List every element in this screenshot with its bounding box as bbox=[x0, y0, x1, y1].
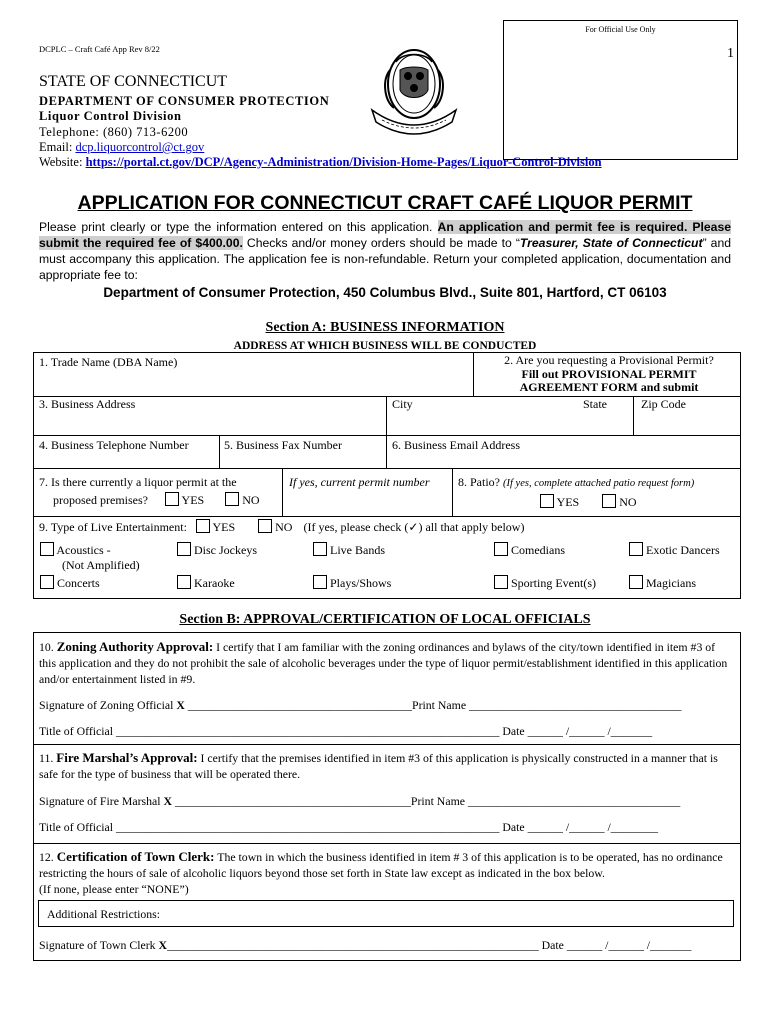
ent-concerts[interactable] bbox=[40, 575, 100, 591]
intro-paragraph bbox=[39, 219, 731, 283]
no-label: NO bbox=[242, 493, 260, 507]
zoning-sig-blank: ______________________________________Print Name ____________________________________ bbox=[184, 698, 682, 712]
patio-no-label: NO bbox=[619, 495, 637, 509]
website-line bbox=[39, 155, 602, 170]
acoustics-label: Acoustics - bbox=[56, 543, 111, 557]
intro-p1: Please print clearly or type the information entered on this application. bbox=[39, 220, 433, 234]
existing-permit-question: 7. Is there currently a liquor permit at the bbox=[39, 475, 237, 489]
business-address-field[interactable]: 3. Business Address bbox=[39, 397, 136, 411]
provisional-question: 2. Are you requesting a Provisional Permit? bbox=[504, 353, 714, 367]
state-seal-icon bbox=[366, 40, 462, 136]
patio-row bbox=[540, 494, 637, 510]
email-label: Email: bbox=[39, 140, 76, 154]
page-number: 1 bbox=[727, 46, 734, 61]
zoning-signature-line[interactable] bbox=[39, 698, 681, 713]
patio-label: 8. Patio? bbox=[458, 475, 503, 489]
fire-title-line[interactable]: Title of Official _________________________________________________________________ Date ______ /______ /________ bbox=[39, 820, 658, 834]
ent-acoustics[interactable] bbox=[40, 542, 111, 558]
sports-checkbox[interactable] bbox=[494, 575, 508, 589]
additional-restrictions-box[interactable] bbox=[38, 900, 734, 927]
clerk-signature-line[interactable] bbox=[39, 938, 691, 953]
plays-label: Plays/Shows bbox=[330, 576, 392, 590]
form-code: DCPLC – Craft Café App Rev 8/22 bbox=[39, 44, 160, 54]
existing-permit-row bbox=[53, 492, 260, 508]
clerk-sig-blank: _______________________________________________________________ Date ______ /______ /_______ bbox=[167, 938, 692, 952]
zoning-text: I certify that I am familiar with the zoning ordinances and bylaws of the city/town identified in item #3 of this application and they do not prohibit the sale of alcoholic beverages under the type of liquor permit/establishment identified in this application and/or entertainment listed in #9. bbox=[39, 640, 728, 686]
fire-sig-x: X bbox=[163, 794, 173, 808]
official-use-box bbox=[503, 20, 738, 160]
entertainment-no-checkbox[interactable] bbox=[258, 519, 272, 533]
bands-label: Live Bands bbox=[330, 543, 385, 557]
dj-checkbox[interactable] bbox=[177, 542, 191, 556]
entertainment-yes-label: YES bbox=[212, 520, 236, 534]
clerk-sig-label: Signature of Town Clerk bbox=[39, 938, 159, 952]
acoustics-checkbox[interactable] bbox=[40, 542, 54, 556]
clerk-num: 12. bbox=[39, 850, 57, 864]
zoning-statement bbox=[39, 639, 735, 687]
ent-disc-jockeys[interactable] bbox=[177, 542, 257, 558]
state-field[interactable]: State bbox=[583, 397, 607, 411]
fire-text: I certify that the premises identified in item #3 of this application is physically constructed in a manner that is safe for the type of business that will be operated there. bbox=[39, 751, 718, 781]
town-clerk-statement bbox=[39, 849, 735, 897]
exotic-checkbox[interactable] bbox=[629, 542, 643, 556]
entertainment-yes-checkbox[interactable] bbox=[196, 519, 210, 533]
entertainment-label: 9. Type of Live Entertainment: bbox=[39, 520, 187, 534]
zip-code-field[interactable]: Zip Code bbox=[641, 397, 686, 411]
ent-karaoke[interactable] bbox=[177, 575, 235, 591]
zoning-num: 10. bbox=[39, 640, 57, 654]
restrictions-label: Additional Restrictions: bbox=[47, 907, 161, 921]
intro-p4: ” and must accompany this application. The application fee is non-refundable. Return your completed application, documentation and appropriate fee to: bbox=[39, 236, 732, 282]
magicians-label: Magicians bbox=[646, 576, 696, 590]
sports-label: Sporting Event(s) bbox=[511, 576, 596, 590]
ent-live-bands[interactable] bbox=[313, 542, 385, 558]
ent-magicians[interactable] bbox=[629, 575, 696, 591]
entertainment-question bbox=[39, 519, 524, 535]
karaoke-label: Karaoke bbox=[194, 576, 235, 590]
patio-note: (If yes, complete attached patio request form) bbox=[503, 478, 695, 489]
section-b-title: Section B: APPROVAL/CERTIFICATION OF LOCAL OFFICIALS bbox=[179, 612, 591, 627]
business-email-field[interactable]: 6. Business Email Address bbox=[392, 438, 520, 452]
exotic-label: Exotic Dancers bbox=[646, 543, 720, 557]
bands-checkbox[interactable] bbox=[313, 542, 327, 556]
provisional-instruction-1: Fill out PROVISIONAL PERMIT bbox=[521, 366, 697, 381]
comedians-label: Comedians bbox=[511, 543, 565, 557]
ent-exotic-dancers[interactable] bbox=[629, 542, 720, 558]
department-name: DEPARTMENT OF CONSUMER PROTECTION bbox=[39, 94, 330, 108]
fire-sig-blank: ________________________________________Print Name ____________________________________ bbox=[172, 794, 681, 808]
yes-label: YES bbox=[181, 493, 205, 507]
clerk-none-note: (If none, please enter “NONE”) bbox=[39, 882, 189, 896]
official-use-label: For Official Use Only bbox=[585, 25, 656, 34]
existing-permit-no-checkbox[interactable] bbox=[225, 492, 239, 506]
patio-question bbox=[458, 475, 694, 490]
not-amplified-label: (Not Amplified) bbox=[62, 558, 140, 572]
plays-checkbox[interactable] bbox=[313, 575, 327, 589]
fire-signature-line[interactable] bbox=[39, 794, 680, 809]
current-permit-number-field[interactable]: If yes, current permit number bbox=[289, 475, 430, 489]
fire-sig-label: Signature of Fire Marshal bbox=[39, 794, 164, 808]
provisional-permit-question bbox=[478, 354, 740, 395]
existing-permit-yes-checkbox[interactable] bbox=[165, 492, 179, 506]
state-name: STATE OF CONNECTICUT bbox=[39, 73, 228, 90]
magicians-checkbox[interactable] bbox=[629, 575, 643, 589]
website-link[interactable]: https://portal.ct.gov/DCP/Agency-Administration/Division-Home-Pages/Liquor-Control-Division bbox=[85, 155, 602, 169]
website-label: Website: bbox=[39, 155, 86, 169]
email-link[interactable]: dcp.liquorcontrol@ct.gov bbox=[75, 140, 205, 154]
fire-marshal-statement bbox=[39, 750, 735, 782]
division-name: Liquor Control Division bbox=[39, 109, 182, 123]
clerk-heading: Certification of Town Clerk: bbox=[56, 849, 215, 864]
zoning-title-line[interactable]: Title of Official _________________________________________________________________ Date ______ /______ /_______ bbox=[39, 724, 653, 738]
entertainment-no-label: NO bbox=[275, 520, 293, 534]
patio-no-checkbox[interactable] bbox=[602, 494, 616, 508]
concerts-checkbox[interactable] bbox=[40, 575, 54, 589]
fire-heading: Fire Marshal’s Approval: bbox=[56, 750, 198, 765]
zoning-sig-label: Signature of Zoning Official bbox=[39, 698, 177, 712]
karaoke-checkbox[interactable] bbox=[177, 575, 191, 589]
ent-comedians[interactable] bbox=[494, 542, 565, 558]
clerk-sig-x: X bbox=[158, 938, 168, 952]
email-line bbox=[39, 140, 204, 155]
section-a-title: Section A: BUSINESS INFORMATION bbox=[265, 320, 505, 335]
patio-yes-label: YES bbox=[556, 495, 580, 509]
section-a-subtitle: ADDRESS AT WHICH BUSINESS WILL BE CONDUCTED bbox=[233, 340, 537, 352]
clerk-text: The town in which the business identified in item # 3 of this application is to be operated, has no ordinance restricting the hours of sale of alcoholic liquors beyond those set forth in State law except as indicated in the box below. bbox=[39, 850, 723, 880]
business-phone-field[interactable]: 4. Business Telephone Number bbox=[39, 438, 189, 452]
comedians-checkbox[interactable] bbox=[494, 542, 508, 556]
fire-num: 11. bbox=[39, 751, 57, 765]
business-fax-field[interactable]: 5. Business Fax Number bbox=[224, 438, 342, 452]
zoning-sig-x: X bbox=[176, 698, 185, 712]
existing-permit-q2: proposed premises? bbox=[53, 493, 148, 507]
concerts-label: Concerts bbox=[57, 576, 100, 590]
telephone: Telephone: (860) 713-6200 bbox=[39, 125, 189, 139]
intro-fee-notice: An application and permit fee is required. Please submit the required fee of $400.00. bbox=[39, 220, 732, 250]
provisional-instruction-2: AGREEMENT FORM and submit bbox=[519, 380, 699, 394]
city-field[interactable]: City bbox=[392, 397, 413, 411]
intro-payee: Treasurer, State of Connecticut bbox=[519, 236, 703, 250]
page-title: APPLICATION FOR CONNECTICUT CRAFT CAFÉ LIQUOR PERMIT bbox=[77, 192, 693, 214]
zoning-heading: Zoning Authority Approval: bbox=[56, 639, 214, 654]
ent-plays-shows[interactable] bbox=[313, 575, 391, 591]
patio-yes-checkbox[interactable] bbox=[540, 494, 554, 508]
dj-label: Disc Jockeys bbox=[194, 543, 257, 557]
trade-name-field[interactable]: 1. Trade Name (DBA Name) bbox=[39, 355, 178, 369]
mailing-address: Department of Consumer Protection, 450 Columbus Blvd., Suite 801, Hartford, CT 06103 bbox=[103, 285, 667, 300]
entertainment-note: (If yes, please check (✓) all that apply below) bbox=[303, 520, 525, 534]
intro-p3: Checks and/or money orders should be made to “ bbox=[246, 236, 520, 250]
ent-sporting-events[interactable] bbox=[494, 575, 596, 591]
